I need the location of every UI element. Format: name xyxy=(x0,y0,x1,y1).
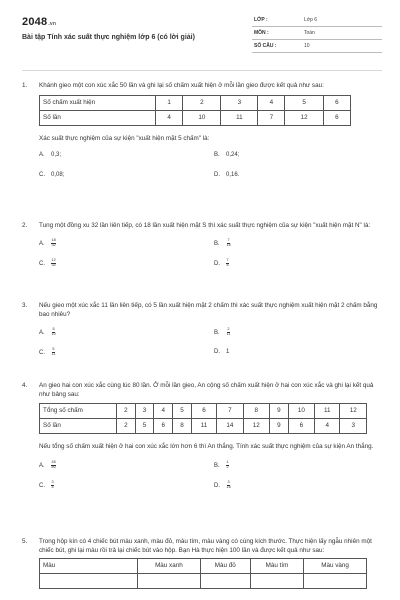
table-cell: 4 xyxy=(156,110,183,125)
table-cell: 2 xyxy=(183,95,221,110)
option-a[interactable] xyxy=(39,461,56,470)
header-divider xyxy=(22,70,382,71)
meta-row-count xyxy=(252,40,382,53)
document-header xyxy=(22,14,382,60)
option-row xyxy=(39,151,379,171)
table-cell: 5 xyxy=(135,418,154,433)
option-value: 0,08; xyxy=(51,171,65,178)
table-cell xyxy=(304,573,367,588)
table-cell: Số lần xyxy=(40,418,117,433)
numerator: 3 xyxy=(51,479,54,484)
option-label: A. xyxy=(39,151,45,158)
option-label: B. xyxy=(214,462,220,469)
table-cell: 2 xyxy=(117,418,136,433)
meta-key: SỐ CÂU : xyxy=(254,43,277,49)
table-cell: 6 xyxy=(154,418,173,433)
table-row xyxy=(40,558,367,573)
option-b[interactable] xyxy=(214,239,231,248)
table-row xyxy=(40,95,351,110)
table-cell xyxy=(40,573,138,588)
question-number: 3. xyxy=(22,302,28,309)
option-label: D. xyxy=(214,482,220,489)
question-text: Nếu gieo một xúc xắc 11 lần liên tiếp, có 5 lần xuất hiện mặt 2 chấm thì xác suất thực nghiệm xuất hiện mặt 2 chấm bằng bao nhiêu? xyxy=(39,302,378,318)
table-cell: 8 xyxy=(243,403,269,418)
document-title: Bài tập Tính xác suất thực nghiệm lớp 6 (có lời giải) xyxy=(22,34,195,41)
table-cell: 3 xyxy=(221,95,258,110)
table-cell: 4 xyxy=(315,418,340,433)
option-label: B. xyxy=(214,329,220,336)
table-row xyxy=(40,110,351,125)
option-label: A. xyxy=(39,240,45,247)
fraction xyxy=(51,461,56,470)
option-value: 0,16. xyxy=(226,171,240,178)
option-c[interactable] xyxy=(39,259,56,268)
table-cell: 2 xyxy=(117,403,136,418)
option-row xyxy=(39,481,379,501)
table-row xyxy=(40,573,367,588)
table-cell: 8 xyxy=(173,418,192,433)
logo-suffix: .vn xyxy=(48,21,57,27)
question-text: Khánh gieo một con xúc xắc 50 lần và ghi lại số chấm xuất hiện ở mỗi lần gieo được kết quả như sau: xyxy=(39,82,324,89)
option-b[interactable] xyxy=(214,151,239,159)
data-table xyxy=(39,95,351,126)
table-cell: Tổng số chấm xyxy=(40,403,117,418)
numerator: 5 xyxy=(52,326,55,331)
question-4 xyxy=(22,382,382,501)
table-cell: 10 xyxy=(288,403,314,418)
denominator: 10 xyxy=(51,331,56,336)
question-number: 1. xyxy=(22,82,28,89)
denominator: 80 xyxy=(51,464,56,469)
option-d[interactable] xyxy=(214,171,239,179)
data-table xyxy=(39,558,367,589)
table-cell: Màu đỏ xyxy=(200,558,250,573)
numerator: 12 xyxy=(51,257,56,262)
table-cell: 9 xyxy=(270,418,289,433)
option-c[interactable] xyxy=(39,481,54,490)
question-5 xyxy=(22,538,382,589)
meta-row-class xyxy=(252,14,382,27)
denominator: 2 xyxy=(226,464,229,469)
table-cell: 9 xyxy=(270,403,289,418)
fraction xyxy=(51,481,54,490)
option-a[interactable] xyxy=(39,151,61,159)
numerator: 18 xyxy=(51,237,56,242)
meta-value: 10 xyxy=(304,43,310,49)
table-cell: 7 xyxy=(217,403,243,418)
fraction xyxy=(226,481,231,490)
question-number: 5. xyxy=(22,538,28,545)
question-2 xyxy=(22,222,382,279)
table-cell: Màu vàng xyxy=(304,558,367,573)
option-row xyxy=(39,328,379,348)
table-cell: 11 xyxy=(191,418,216,433)
option-label: C. xyxy=(39,482,45,489)
option-label: C. xyxy=(39,349,45,356)
table-cell: 10 xyxy=(183,110,221,125)
option-label: A. xyxy=(39,329,45,336)
option-row xyxy=(39,239,379,259)
table-cell: 4 xyxy=(154,403,173,418)
numerator: 7 xyxy=(227,237,230,242)
site-logo[interactable] xyxy=(22,15,56,30)
option-b[interactable] xyxy=(214,461,229,470)
option-row xyxy=(39,461,379,481)
option-d[interactable] xyxy=(214,481,231,490)
question-number: 4. xyxy=(22,382,28,389)
table-cell: Số lần xyxy=(40,110,156,125)
answer-options xyxy=(39,328,379,368)
option-label: C. xyxy=(39,260,45,267)
option-c[interactable] xyxy=(39,171,64,179)
option-label: D. xyxy=(214,171,220,178)
table-cell: 6 xyxy=(323,95,350,110)
data-table xyxy=(39,403,367,434)
option-label: A. xyxy=(39,462,45,469)
meta-key: MÔN : xyxy=(254,30,269,36)
option-b[interactable] xyxy=(214,328,231,337)
fraction xyxy=(226,239,231,248)
denominator: 11 xyxy=(51,351,56,356)
numerator: 2 xyxy=(227,326,230,331)
question-subtext: Nếu tổng số chấm xuất hiện ở hai con xúc xắc lớn hơn 6 thì An thắng. Tính xác suất thực nghiệm của sự kiện An thắng. xyxy=(39,442,374,450)
fraction xyxy=(51,348,56,357)
table-row xyxy=(40,418,367,433)
table-cell: 4 xyxy=(258,95,285,110)
denominator: 16 xyxy=(226,242,231,247)
option-row xyxy=(39,259,379,279)
option-label: D. xyxy=(214,348,220,355)
option-label: C. xyxy=(39,171,45,178)
table-cell: Màu tím xyxy=(250,558,303,573)
table-cell: 11 xyxy=(221,110,258,125)
table-cell: 3 xyxy=(135,403,154,418)
option-c[interactable] xyxy=(39,348,56,357)
denominator: 4 xyxy=(51,484,54,489)
answer-options xyxy=(39,461,379,501)
question-text: An gieo hai con xúc xắc cùng lúc 80 lần. Ở mỗi lần gieo, An cộng số chấm xuất hiện ở hai con xúc xắc và ghi lại kết quả như bảng sau: xyxy=(39,382,374,398)
meta-value: Toán xyxy=(304,30,315,36)
option-label: B. xyxy=(214,240,220,247)
numerator: 1 xyxy=(226,459,229,464)
meta-value: Lớp 6 xyxy=(304,17,318,23)
table-row xyxy=(40,403,367,418)
question-subtext: Xác suất thực nghiệm của sự kiện "xuất hiện mặt 5 chấm" là: xyxy=(39,134,210,142)
question-1 xyxy=(22,82,382,191)
answer-options xyxy=(39,151,379,191)
meta-info xyxy=(252,14,382,53)
option-row xyxy=(39,348,379,368)
option-label: B. xyxy=(214,151,220,158)
question-text: Tung một đồng xu 32 lần liên tiếp, có 18 lần xuất hiện mặt S thì xác suất thực nghiệm của sự kiện "xuất hiện mặt N" là: xyxy=(39,222,371,229)
table-cell xyxy=(138,573,201,588)
option-value: 0,3; xyxy=(51,151,62,158)
table-cell: 6 xyxy=(288,418,314,433)
option-a[interactable] xyxy=(39,328,56,337)
table-cell: Màu xyxy=(40,558,138,573)
question-text: Trong hộp kín có 4 chiếc bút màu xanh, màu đỏ, màu tím, màu vàng có cùng kích thước. Thực hiện lấy ngẫu nhiên một chiếc bút, ghi lại màu rồi trả lại chiếc bút vào hộp. Bạn Hà thực hiện 100 lần và được kết quả như sau: xyxy=(39,538,372,554)
fraction xyxy=(51,259,56,268)
table-cell: 14 xyxy=(217,418,243,433)
denominator: 16 xyxy=(226,484,231,489)
fraction xyxy=(51,239,56,248)
option-value: 0,24; xyxy=(226,151,240,158)
question-number: 2. xyxy=(22,222,28,229)
answer-options xyxy=(39,239,379,279)
numerator: 45 xyxy=(51,459,56,464)
option-label: D. xyxy=(214,260,220,267)
option-d[interactable] xyxy=(214,259,229,268)
table-cell: 5 xyxy=(285,95,323,110)
table-cell: 12 xyxy=(340,403,367,418)
fraction xyxy=(226,461,229,470)
denominator: 32 xyxy=(51,262,56,267)
numerator: 3 xyxy=(227,479,230,484)
numerator: 5 xyxy=(52,346,55,351)
table-cell: 6 xyxy=(191,403,216,418)
table-cell: Số chấm xuất hiện xyxy=(40,95,156,110)
table-cell: 6 xyxy=(323,110,350,125)
table-cell: 12 xyxy=(243,418,269,433)
table-cell: 3 xyxy=(340,418,367,433)
denominator: 32 xyxy=(51,242,56,247)
option-a[interactable] xyxy=(39,239,56,248)
option-value: 1 xyxy=(226,348,230,355)
table-cell: 7 xyxy=(258,110,285,125)
table-cell xyxy=(250,573,303,588)
meta-key: LỚP : xyxy=(254,17,268,23)
table-cell: Màu xanh xyxy=(138,558,201,573)
numerator: 7 xyxy=(226,257,229,262)
fraction xyxy=(226,328,231,337)
question-3 xyxy=(22,302,382,368)
table-cell: 11 xyxy=(315,403,340,418)
table-cell: 12 xyxy=(285,110,323,125)
meta-row-subject xyxy=(252,27,382,40)
table-cell: 1 xyxy=(156,95,183,110)
table-cell: 5 xyxy=(173,403,192,418)
fraction xyxy=(51,328,56,337)
denominator: 8 xyxy=(226,262,229,267)
logo-text: 2048 xyxy=(22,16,48,28)
denominator: 11 xyxy=(226,331,231,336)
fraction xyxy=(226,259,229,268)
option-d[interactable] xyxy=(214,348,229,356)
option-row xyxy=(39,171,379,191)
table-cell xyxy=(200,573,250,588)
